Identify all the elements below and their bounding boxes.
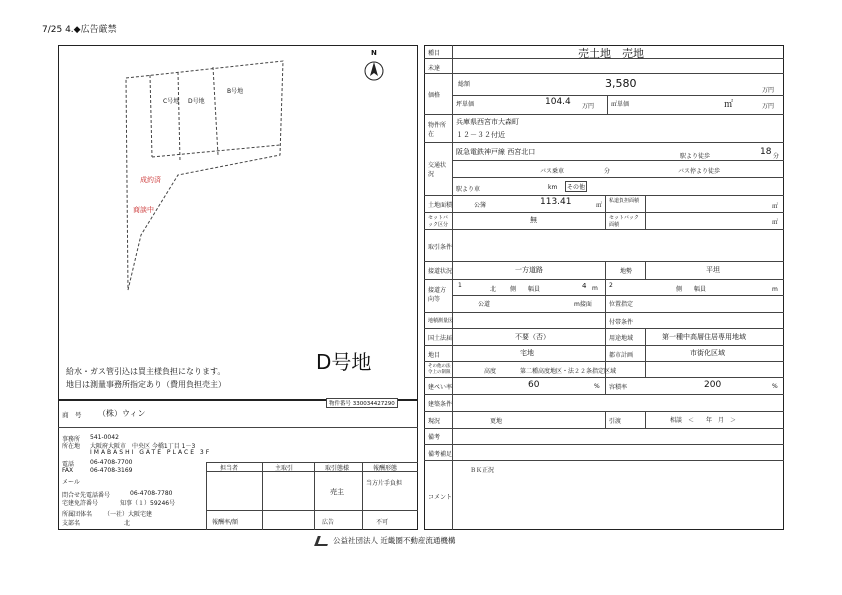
bus-unit: 分 — [604, 168, 611, 175]
sqm-label: ㎡単価 — [611, 101, 630, 108]
trade-name: （株）ウィン — [98, 409, 146, 418]
license-label: 宅建免許番号 — [62, 500, 99, 507]
survey-label: 地積測量図 — [428, 318, 454, 324]
other-label: その他 — [565, 181, 587, 192]
tsubo-label: 坪単価 — [456, 101, 475, 108]
road1-side: 側 — [510, 286, 517, 293]
walk-unit: 分 — [773, 153, 780, 160]
address-1: 大阪府大阪市 中央区 今橋1丁目 1－3 — [90, 443, 196, 450]
land-area-label: 土地面積 — [428, 202, 453, 209]
notes-label: 備考 — [428, 434, 441, 441]
bcr-unit: % — [594, 383, 600, 390]
height-label: 高度 — [484, 368, 497, 375]
footer-org — [316, 535, 455, 546]
road-status-label: 接道状況 — [428, 268, 453, 275]
setback-area-unit: ㎡ — [772, 219, 779, 226]
road-dir-label: 接道方向等 — [428, 287, 447, 303]
map-note-2: 地目は測量事務所指定あり（費用負担売主） — [66, 380, 226, 389]
zoning-label: 用途地域 — [609, 335, 634, 342]
footer-org-text: 公益社団法人 近畿圏不動産流通機構 — [333, 536, 456, 545]
comment-label: コメント — [428, 494, 453, 501]
road2-num: 2 — [609, 282, 613, 289]
type-label: 種目 — [428, 50, 441, 57]
walk-label: 駅より徒歩 — [680, 153, 711, 160]
traffic-label: 交通状況 — [428, 162, 447, 178]
walk-minutes: 18 — [760, 147, 772, 157]
bcr-label: 建ぺい率 — [428, 384, 453, 391]
mail-label: メール — [62, 479, 80, 486]
planning-label: 都市計画 — [609, 352, 634, 359]
building-cond-label: 付帯条件 — [609, 319, 634, 326]
other-restrictions-label: その他の法令上の制限 — [428, 364, 451, 375]
far-label: 容積率 — [609, 384, 628, 391]
fax-label: FAX — [62, 467, 74, 474]
nat-land-value: 不要（否） — [515, 333, 550, 341]
delivery-label: 引渡 — [609, 418, 622, 425]
location-1: 兵庫県西宮市大森町 — [456, 118, 519, 126]
road2-width-label: 幅員 — [694, 286, 707, 293]
contact: 06-4708-7780 — [130, 490, 173, 497]
status-label: 未達 — [428, 65, 441, 72]
land-area-kind: 公簿 — [474, 202, 487, 209]
sqm-unit: 万円 — [762, 103, 775, 110]
height-detail: 第二種高度地区・法２２条指定区域 — [520, 368, 617, 375]
land-area: 113.41 — [540, 197, 572, 207]
conditions-label: 取引条件 — [428, 244, 453, 251]
bcr-value: 60 — [528, 380, 540, 390]
road1-width-label: 幅員 — [528, 286, 541, 293]
bus-walk-label: バス停より徒歩 — [678, 168, 721, 175]
current-label: 現況 — [428, 418, 441, 425]
road-kind: 公道 — [478, 301, 491, 308]
road1-unit: m — [592, 285, 598, 292]
tel-label: 電話 — [62, 461, 75, 468]
north-label: N — [371, 49, 377, 57]
land-cat-value: 宅地 — [520, 349, 534, 357]
tsubo-price: 104.4 — [545, 97, 571, 107]
sold-label: 成約済 — [140, 176, 161, 184]
map-note-1: 給水・ガス管引込は買主様負担になります。 — [66, 367, 226, 376]
zoning-value: 第一種中高層住居専用地域 — [662, 333, 746, 341]
sqm-price: ㎡ — [724, 100, 734, 110]
property-number: 物件番号 330034427290 — [326, 398, 398, 408]
address-2: IMABASHI GATE PLACE 3F — [90, 449, 212, 456]
tel: 06-4708-7700 — [90, 459, 133, 466]
far-unit: % — [772, 383, 778, 390]
setback-value: 無 — [530, 216, 537, 224]
private-road-label: 私道負担面積 — [609, 198, 640, 204]
ad-value: 不可 — [376, 519, 389, 526]
notes-extra-label: 備考補足 — [428, 451, 453, 458]
deal-label: 主取引 — [275, 465, 294, 472]
planning-value: 市街化区域 — [690, 349, 725, 357]
road2-side: 側 — [676, 286, 683, 293]
negotiating-label: 商談中 — [133, 206, 154, 214]
fax: 06-4708-3169 — [90, 467, 133, 474]
page-header-note: 7/25 4.◆広告厳禁 — [42, 25, 117, 35]
terrain-label: 地勢 — [620, 268, 633, 275]
parcel-label-b: B号地 — [227, 88, 244, 95]
road2-unit: m — [772, 286, 778, 293]
position-label: 位置指定 — [609, 301, 634, 308]
total-label: 総額 — [458, 81, 471, 88]
staff-label: 担当者 — [220, 465, 239, 472]
tsubo-unit: 万円 — [582, 103, 595, 110]
terrain: 平坦 — [706, 266, 720, 274]
fee-label: 報酬形態 — [373, 465, 398, 472]
road1-direction: 北 — [490, 286, 497, 293]
contact-label: 問合せ先電話番号 — [62, 492, 111, 499]
branch-label: 支部名 — [62, 520, 81, 527]
setback-area-label: セットバック面積 — [609, 215, 639, 228]
delivery-value: 相談 ＜ 年 月 ＞ — [670, 417, 737, 424]
frontage-unit: m接面 — [574, 301, 592, 308]
land-cat-label: 地目 — [428, 352, 441, 359]
mode-label: 取引態様 — [325, 465, 350, 472]
km-unit: km — [548, 184, 558, 191]
parcel-label-d: D号地 — [188, 98, 205, 105]
fee-ratio-label: 報酬率/額 — [212, 519, 239, 526]
postal: 541-0042 — [90, 434, 119, 441]
assoc: （一社）大阪宅建 — [104, 511, 153, 518]
private-road-unit: ㎡ — [772, 203, 779, 210]
road-status: 一方道路 — [515, 266, 543, 274]
address-label: 所在地 — [62, 443, 81, 450]
lot-title: D号地 — [316, 350, 372, 374]
trade-name-label: 商 号 — [62, 411, 82, 419]
railway-line: 阪急電鉄神戸線 西宮北口 — [456, 148, 536, 156]
location-label: 物件所在 — [428, 122, 447, 138]
office-label: 事務所 — [62, 436, 81, 443]
ad-label: 広告 — [322, 519, 335, 526]
station-car-label: 駅より車 — [456, 186, 481, 193]
land-area-unit: ㎡ — [596, 202, 603, 209]
current-value: 更地 — [490, 418, 503, 425]
branch: 北 — [124, 520, 131, 527]
bus-label: バス乗車 — [540, 168, 565, 175]
comment-value: ＢＫ正況 — [470, 467, 495, 474]
road1-num: 1 — [458, 282, 462, 289]
footer-logo-icon — [314, 536, 331, 546]
far-value: 200 — [704, 380, 722, 390]
total-unit: 万円 — [762, 87, 775, 94]
road1-width: 4 — [582, 282, 587, 290]
setback-label: セットバック区分 — [428, 215, 449, 228]
build-cond-label: 建築条件 — [428, 401, 453, 408]
mode-value: 売主 — [330, 488, 344, 496]
total-price: 3,580 — [605, 77, 637, 90]
license: 知事（１）59246号 — [120, 500, 176, 507]
nat-land-label: 国土法届 — [428, 335, 453, 342]
fee-value: 当方片手負担 — [366, 480, 403, 487]
price-label: 価格 — [428, 92, 441, 99]
property-type: 売土地 売地 — [578, 47, 644, 60]
parcel-label-c: C号地 — [163, 98, 180, 105]
assoc-label: 所属団体名 — [62, 511, 93, 518]
location-2: １２－３２付近 — [456, 131, 505, 139]
